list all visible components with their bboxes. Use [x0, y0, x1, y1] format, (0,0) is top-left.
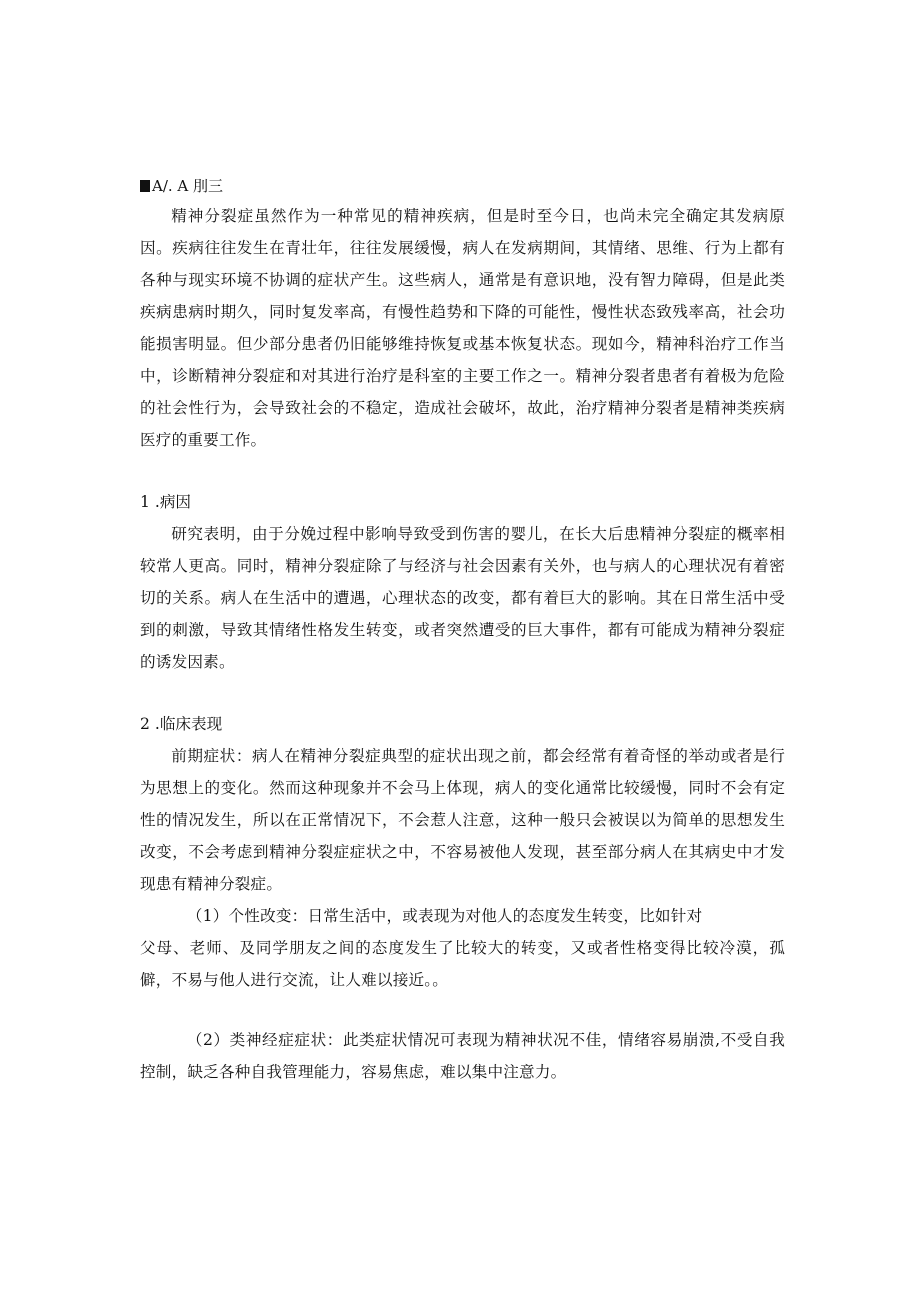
- intro-paragraph: 精神分裂症虽然作为一种常见的精神疾病，但是时至今日，也尚未完全确定其发病原因。疾病往往发生在青壮年，往往发展缓慢，病人在发病期间，其情绪、思维、行为上都有各种与现实环境不协调的症状产生。这些病人，通常是有意识地，没有智力障碍，但是此类疾病患病时期久，同时复发率高，有慢性趋势和下降的可能性，慢性状态致残率高，社会功能损害明显。但少部分患者仍旧能够维持恢复或基本恢复状态。现如今，精神科治疗工作当中，诊断精神分裂症和对其进行治疗是科室的主要工作之一。精神分裂者患者有着极为危险的社会性行为，会导致社会的不稳定，造成社会破坏，故此，治疗精神分裂者是精神类疾病医疗的重要工作。: [140, 207, 785, 449]
- header-text: A/. A 刖三: [152, 177, 224, 195]
- cause-paragraph: 研究表明，由于分娩过程中影响导致受到伤害的婴儿，在长大后患精神分裂症的概率相较常人更高。同时，精神分裂症除了与经济与社会因素有关外，也与病人的心理状况有着密切的关系。病人在生活中的遭遇，心理状态的改变，都有着巨大的影响。其在日常生活中受到的刺激，导致其情绪性格发生转变，或者突然遭受的巨大事件，都有可能成为精神分裂症的诱发因素。: [140, 525, 785, 671]
- section-heading-clinical: 2 .临床表现: [140, 715, 223, 733]
- header-line: [140, 174, 785, 198]
- black-square-icon: [140, 180, 150, 192]
- list-item-personality-line1: （1）个性改变：日常生活中，或表现为对他人的态度发生转变，比如针对: [186, 907, 703, 925]
- section-heading-cause: 1 .病因: [140, 493, 192, 511]
- document-body: [140, 174, 785, 1088]
- list-item-neurosis: （2）类神经症症状：此类症状情况可表现为精神状况不佳，情绪容易崩溃,不受自我控制，缺乏各种自我管理能力，容易焦虑，难以集中注意力。: [140, 1031, 785, 1081]
- list-item-personality-rest: 父母、老师、及同学朋友之间的态度发生了比较大的转变，又或者性格变得比较冷漠，孤僻，不易与他人进行交流，让人难以接近。。: [140, 939, 785, 989]
- clinical-paragraph: 前期症状：病人在精神分裂症典型的症状出现之前，都会经常有着奇怪的举动或者是行为思想上的变化。然而这种现象并不会马上体现，病人的变化通常比较缓慢，同时不会有定性的情况发生，所以在正常情况下，不会惹人注意，这种一般只会被误以为简单的思想发生改变，不会考虑到精神分裂症症状之中，不容易被他人发现，甚至部分病人在其病史中才发现患有精神分裂症。: [140, 747, 785, 893]
